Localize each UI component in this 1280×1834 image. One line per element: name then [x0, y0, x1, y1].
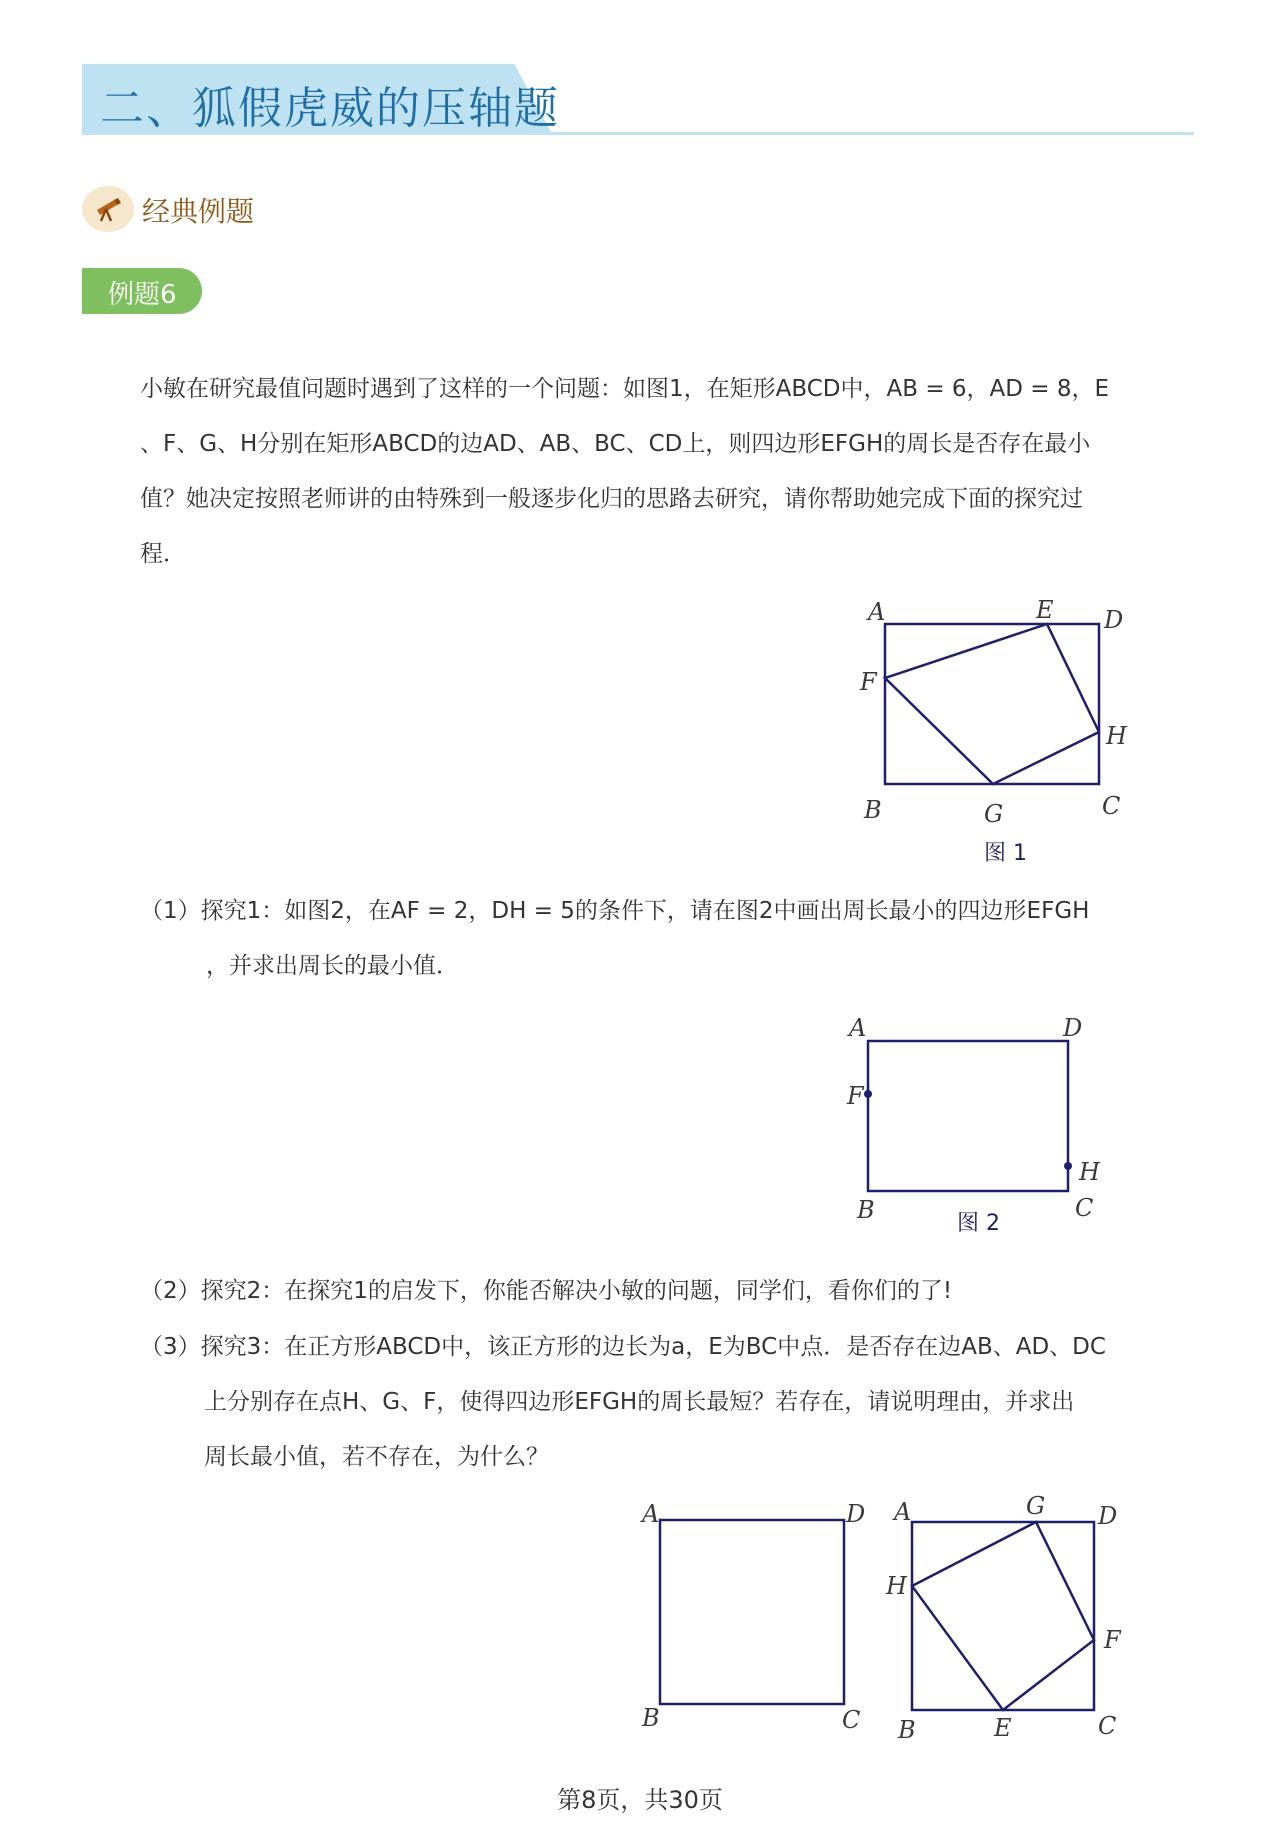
- fig1-label-c: C: [1102, 792, 1121, 820]
- fig2-label-f: F: [847, 1082, 864, 1110]
- fig2-label-h: H: [1079, 1158, 1100, 1186]
- section-title: 二、狐假虎威的压轴题: [100, 83, 560, 134]
- fig1-quadrilateral-efgh: [885, 624, 1099, 784]
- fig1-label-h: H: [1106, 722, 1127, 750]
- question-3: [140, 1320, 1200, 1485]
- telescope-icon: [94, 196, 122, 222]
- fig1-label-f: F: [860, 668, 877, 696]
- problem-line-3: 值？她决定按照老师讲的由特殊到一般逐步化归的思路去研究，请你帮助她完成下面的探究过: [140, 486, 1083, 512]
- fig1-label-e: E: [1036, 598, 1054, 624]
- fig2-rectangle: [868, 1041, 1068, 1191]
- fig2-label-b: B: [857, 1196, 875, 1224]
- fig3-label-d: D: [846, 1500, 866, 1528]
- fig4-square: [912, 1522, 1094, 1710]
- fig2-label-a: A: [849, 1014, 867, 1042]
- problem-line-4: 程．: [140, 541, 186, 567]
- figure-3: [630, 1492, 880, 1742]
- fig3-label-b: B: [642, 1704, 660, 1732]
- figure-1: [850, 598, 1180, 888]
- fig1-rectangle: [885, 624, 1099, 784]
- fig4-label-d: D: [1098, 1502, 1118, 1530]
- q3-line-1: （3）探究3：在正方形ABCD中，该正方形的边长为a，E为BC中点．是否存在边AB、AD、DC: [140, 1334, 1106, 1360]
- fig1-caption: 图 1: [984, 841, 1027, 866]
- question-2: [140, 1264, 1200, 1319]
- fig1-label-a: A: [868, 598, 886, 626]
- fig2-point-h: [1064, 1162, 1072, 1170]
- q2-line-1: （2）探究2：在探究1的启发下，你能否解决小敏的问题，同学们，看你们的了!: [140, 1278, 953, 1304]
- figure-4: [880, 1492, 1140, 1742]
- q3-line-2: 上分别存在点H、G、F，使得四边形EFGH的周长最短？若存在，请说明理由，并求出: [204, 1389, 1075, 1415]
- problem-line-2: 、F、G、H分别在矩形ABCD的边AD、AB、BC、CD上，则四边形EFGH的周长是否存在最小: [140, 431, 1091, 457]
- fig1-label-g: G: [984, 800, 1004, 828]
- fig2-caption: 图 2: [957, 1211, 1000, 1236]
- fig2-point-f: [864, 1090, 872, 1098]
- fig4-label-g: G: [1026, 1492, 1046, 1520]
- fig3-label-a: A: [642, 1500, 660, 1528]
- fig1-label-d: D: [1104, 606, 1124, 634]
- question-1: [140, 884, 1200, 994]
- figure-2: [835, 1008, 1155, 1268]
- fig2-label-d: D: [1063, 1014, 1083, 1042]
- classic-examples-heading: 经典例题: [142, 195, 255, 228]
- fig4-label-h: H: [886, 1572, 907, 1600]
- fig4-label-e: E: [994, 1714, 1012, 1742]
- fig1-label-b: B: [864, 796, 882, 824]
- fig4-label-b: B: [898, 1716, 916, 1742]
- example-label: 例题6: [108, 280, 177, 310]
- page-footer: 第8页，共30页: [557, 1786, 723, 1814]
- fig3-square: [660, 1520, 844, 1704]
- q3-line-3: 周长最小值，若不存在，为什么？: [204, 1444, 549, 1470]
- fig2-label-c: C: [1075, 1194, 1094, 1222]
- problem-statement: [140, 362, 1200, 582]
- problem-line-1: 小敏在研究最值问题时遇到了这样的一个问题：如图1，在矩形ABCD中，AB = 6，AD = 8，E: [140, 376, 1110, 402]
- fig4-quadrilateral-efgh: [912, 1522, 1094, 1710]
- fig4-label-f: F: [1104, 1626, 1121, 1654]
- classic-badge: [82, 186, 134, 232]
- fig3-label-c: C: [842, 1706, 861, 1734]
- q1-line-2: ，并求出周长的最小值．: [206, 953, 459, 979]
- fig4-label-a: A: [894, 1498, 912, 1526]
- fig4-label-c: C: [1098, 1712, 1117, 1740]
- q1-line-1: （1）探究1：如图2，在AF = 2，DH = 5的条件下，请在图2中画出周长最小的四边形EFGH: [140, 898, 1090, 924]
